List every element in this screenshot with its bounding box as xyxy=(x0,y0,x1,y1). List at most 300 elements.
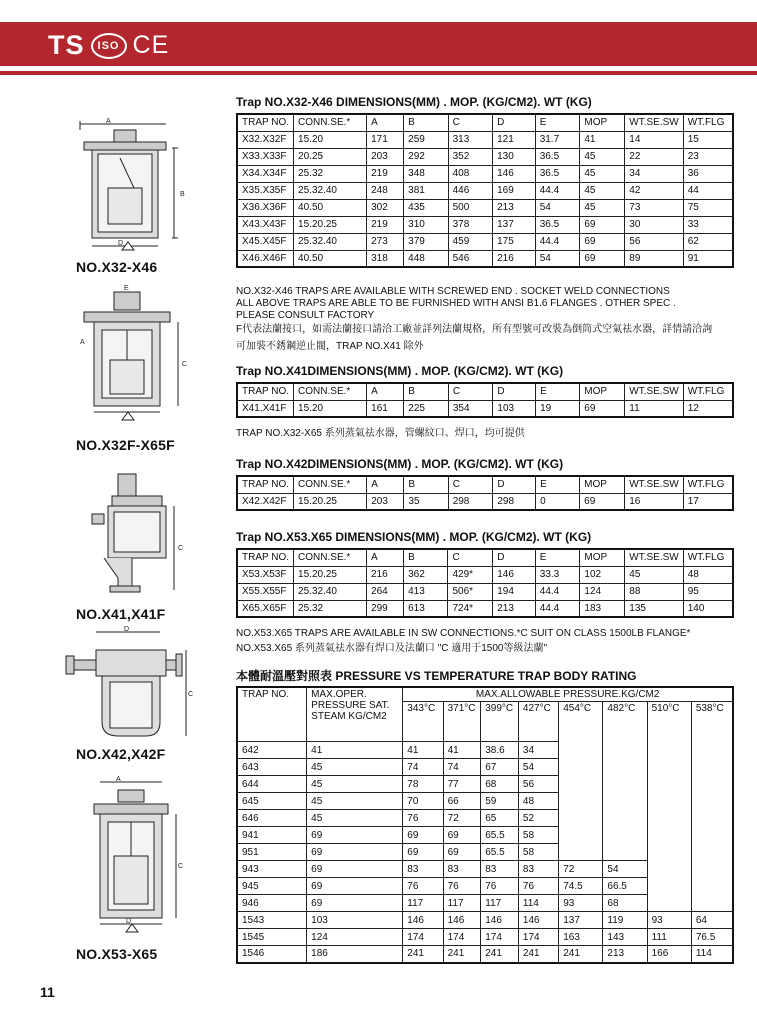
table-cell: X34.X34F xyxy=(237,165,294,182)
table-cell: 724* xyxy=(448,600,493,617)
table-cell: 435 xyxy=(404,199,448,216)
table-cell: 25.32 xyxy=(294,165,367,182)
table-cell: 45 xyxy=(580,165,625,182)
pressure-temperature-rating-table xyxy=(236,686,734,964)
table-cell: 299 xyxy=(367,600,404,617)
svg-text:C: C xyxy=(182,361,188,368)
table-cell: 506* xyxy=(448,583,493,600)
table-cell: 408 xyxy=(448,165,492,182)
rating-cell: 77 xyxy=(443,776,481,793)
table-cell: 313 xyxy=(448,131,492,148)
rating-cell: 117 xyxy=(481,895,519,912)
rating-cell: 143 xyxy=(603,929,647,946)
table-cell: 22 xyxy=(625,148,683,165)
table-row xyxy=(237,600,733,617)
rating-cell xyxy=(647,827,691,844)
rating-cell: 76.5 xyxy=(691,929,733,946)
rating-cell xyxy=(691,742,733,759)
rating-row xyxy=(237,759,733,776)
rating-cell: 54 xyxy=(518,759,558,776)
table-row xyxy=(237,583,733,600)
rating-cell: 946 xyxy=(237,895,307,912)
table-cell: 140 xyxy=(683,600,733,617)
rating-row xyxy=(237,895,733,912)
table-cell: 69 xyxy=(580,216,625,233)
table-cell: 12 xyxy=(683,400,733,417)
table-cell: 69 xyxy=(580,493,625,510)
figure-label-x42: NO.X42,X42F xyxy=(76,746,166,762)
table-cell: 219 xyxy=(367,216,404,233)
column-header: WT.FLG xyxy=(683,383,733,400)
rating-title: 本體耐溫壓對照表 PRESSURE VS TEMPERATURE TRAP BODY RATING xyxy=(236,669,637,683)
column-header: C xyxy=(448,114,492,131)
rating-cell xyxy=(647,895,691,912)
table-cell: 16 xyxy=(625,493,683,510)
table-cell: 171 xyxy=(367,131,404,148)
rating-cell: 64 xyxy=(691,912,733,929)
table-cell: 203 xyxy=(367,148,404,165)
table-cell: 44.4 xyxy=(535,233,580,250)
table-cell: X65.X65F xyxy=(237,600,294,617)
svg-text:C: C xyxy=(188,691,194,698)
table-cell: 130 xyxy=(493,148,536,165)
table-cell: 146 xyxy=(493,165,536,182)
trap-drawing-x53-x65 xyxy=(86,776,186,936)
rating-cell: 69 xyxy=(307,878,403,895)
table-cell: 103 xyxy=(493,400,536,417)
rating-cell: 241 xyxy=(559,946,603,963)
table-cell: 216 xyxy=(367,566,404,583)
section-title-x42: Trap NO.X42DIMENSIONS(MM) . MOP. (KG/CM2). WT (KG) xyxy=(236,457,564,471)
column-header: WT.SE.SW xyxy=(625,383,683,400)
table-cell: 613 xyxy=(404,600,448,617)
column-header: D xyxy=(493,549,536,566)
table-cell: 318 xyxy=(367,250,404,267)
table-cell: 88 xyxy=(625,583,683,600)
table-header-row xyxy=(237,549,733,566)
rating-cell xyxy=(603,776,647,793)
table-cell: 248 xyxy=(367,182,404,199)
table-cell: 54 xyxy=(535,250,580,267)
rating-cell: 146 xyxy=(443,912,481,929)
table-cell: 54 xyxy=(535,199,580,216)
rating-cell: 69 xyxy=(443,827,481,844)
rating-cell: 1545 xyxy=(237,929,307,946)
table-cell: 169 xyxy=(493,182,536,199)
temperature-header: 538°C xyxy=(691,702,733,742)
rating-header-row xyxy=(237,687,733,702)
trap-drawing-x42 xyxy=(62,626,192,744)
column-header: E xyxy=(536,383,580,400)
table-row xyxy=(237,233,733,250)
rating-cell xyxy=(691,895,733,912)
rating-cell: 69 xyxy=(307,844,403,861)
rating-cell: 69 xyxy=(307,827,403,844)
rating-cell: 74 xyxy=(443,759,481,776)
rating-cell: 646 xyxy=(237,810,307,827)
column-header: D xyxy=(493,476,536,493)
rating-cell xyxy=(647,844,691,861)
table-cell: 44.4 xyxy=(535,583,580,600)
rating-cell xyxy=(559,827,603,844)
table-cell: 45 xyxy=(580,182,625,199)
column-header: MOP xyxy=(580,549,625,566)
rating-cell xyxy=(559,742,603,759)
column-header: TRAP NO. xyxy=(237,114,294,131)
figure-label-x53-x65: NO.X53-X65 xyxy=(76,946,158,962)
note-x32-x46-3: PLEASE CONSULT FACTORY xyxy=(236,310,375,321)
rating-cell xyxy=(691,810,733,827)
table-cell: 36.5 xyxy=(535,165,580,182)
column-header: MOP xyxy=(580,476,625,493)
rating-row xyxy=(237,946,733,963)
table-cell: 135 xyxy=(625,600,683,617)
table-cell: X45.X45F xyxy=(237,233,294,250)
rating-cell xyxy=(647,742,691,759)
table-header-row xyxy=(237,383,733,400)
table-cell: 15.20 xyxy=(294,131,367,148)
table-cell: 73 xyxy=(625,199,683,216)
rating-cell: 93 xyxy=(559,895,603,912)
brand-logo xyxy=(48,30,169,61)
figure-label-x32f-x65f: NO.X32F-X65F xyxy=(76,437,175,453)
rating-row xyxy=(237,827,733,844)
table-cell: 45 xyxy=(580,199,625,216)
svg-text:B: B xyxy=(180,191,185,198)
rating-row xyxy=(237,878,733,895)
table-cell: 348 xyxy=(404,165,448,182)
table-cell: 25.32 xyxy=(294,600,367,617)
table-cell: 259 xyxy=(404,131,448,148)
rating-cell xyxy=(691,776,733,793)
rating-row xyxy=(237,776,733,793)
rating-row xyxy=(237,793,733,810)
table-cell: 264 xyxy=(367,583,404,600)
table-cell: 48 xyxy=(683,566,733,583)
section-title-x41: Trap NO.X41DIMENSIONS(MM) . MOP. (KG/CM2). WT (KG) xyxy=(236,364,564,378)
column-header: C xyxy=(448,383,493,400)
rating-cell: 66.5 xyxy=(603,878,647,895)
section-title-x32-x46: Trap NO.X32-X46 DIMENSIONS(MM) . MOP. (KG/CM2). WT (KG) xyxy=(236,95,592,109)
rating-cell: 45 xyxy=(307,776,403,793)
rating-cell: 93 xyxy=(647,912,691,929)
rating-cell: 83 xyxy=(403,861,443,878)
table-row xyxy=(237,400,733,417)
table-cell: 354 xyxy=(448,400,493,417)
table-cell: 500 xyxy=(448,199,492,216)
rating-cell xyxy=(647,861,691,878)
rating-cell: 58 xyxy=(518,827,558,844)
table-cell: 219 xyxy=(367,165,404,182)
rating-cell xyxy=(691,878,733,895)
table-cell: X43.X43F xyxy=(237,216,294,233)
column-header: B xyxy=(404,476,448,493)
column-header: A xyxy=(367,476,404,493)
rating-cell: 66 xyxy=(443,793,481,810)
rating-cell: 642 xyxy=(237,742,307,759)
table-cell: 352 xyxy=(448,148,492,165)
table-cell: 56 xyxy=(625,233,683,250)
rating-cell: 146 xyxy=(481,912,519,929)
temperature-header: 399°C xyxy=(481,702,519,742)
table-cell: 14 xyxy=(625,131,683,148)
table-cell: 45 xyxy=(580,148,625,165)
rating-cell: 76 xyxy=(403,878,443,895)
rating-cell: 41 xyxy=(443,742,481,759)
rating-cell: 114 xyxy=(691,946,733,963)
table-cell: 379 xyxy=(404,233,448,250)
rating-cell: 48 xyxy=(518,793,558,810)
table-row xyxy=(237,216,733,233)
banner-underline xyxy=(0,71,757,75)
table-cell: 30 xyxy=(625,216,683,233)
rating-cell xyxy=(647,878,691,895)
table-cell: 137 xyxy=(493,216,536,233)
svg-text:C: C xyxy=(178,863,184,870)
rating-cell: 146 xyxy=(518,912,558,929)
rating-cell: 41 xyxy=(403,742,443,759)
rating-row xyxy=(237,742,733,759)
rating-cell: 945 xyxy=(237,878,307,895)
table-cell: 310 xyxy=(404,216,448,233)
figure-label-x41: NO.X41,X41F xyxy=(76,606,166,622)
table-cell: 0 xyxy=(536,493,580,510)
rating-cell: 941 xyxy=(237,827,307,844)
rating-cell xyxy=(559,793,603,810)
table-cell: 40.50 xyxy=(294,199,367,216)
svg-text:D: D xyxy=(124,626,130,633)
note-x32-x46-chinese-2: 可加裝不銹鋼逆止閥，TRAP NO.X41 除外 xyxy=(236,341,424,352)
column-header: WT.FLG xyxy=(683,476,733,493)
svg-text:E: E xyxy=(124,285,129,292)
table-cell: 146 xyxy=(493,566,536,583)
rating-cell: 78 xyxy=(403,776,443,793)
rating-cell: 34 xyxy=(518,742,558,759)
rating-cell: 69 xyxy=(307,861,403,878)
table-cell: 429* xyxy=(448,566,493,583)
column-header: WT.SE.SW xyxy=(625,549,683,566)
rating-cell xyxy=(603,810,647,827)
rating-cell: 72 xyxy=(559,861,603,878)
rating-cell: 83 xyxy=(443,861,481,878)
rating-cell xyxy=(647,776,691,793)
rating-cell xyxy=(559,759,603,776)
table-cell: X32.X32F xyxy=(237,131,294,148)
rating-cell: 52 xyxy=(518,810,558,827)
rating-row xyxy=(237,912,733,929)
table-cell: 36 xyxy=(683,165,733,182)
table-cell: 19 xyxy=(536,400,580,417)
rating-cell: 951 xyxy=(237,844,307,861)
table-cell: 40.50 xyxy=(294,250,367,267)
rating-cell: 186 xyxy=(307,946,403,963)
rating-cell: 76 xyxy=(518,878,558,895)
table-cell: 69 xyxy=(580,250,625,267)
column-header: D xyxy=(493,383,536,400)
table-cell: 25.32.40 xyxy=(294,182,367,199)
table-cell: 34 xyxy=(625,165,683,182)
rating-cell: 83 xyxy=(481,861,519,878)
svg-text:D: D xyxy=(118,240,124,247)
dimensions-table-x41 xyxy=(236,382,734,418)
table-row xyxy=(237,182,733,199)
table-cell: 15 xyxy=(683,131,733,148)
table-cell: 33 xyxy=(683,216,733,233)
rating-cell: 83 xyxy=(518,861,558,878)
table-cell: 203 xyxy=(367,493,404,510)
column-header: A xyxy=(367,549,404,566)
column-header: MOP xyxy=(580,114,625,131)
rating-cell: 69 xyxy=(403,827,443,844)
table-cell: 225 xyxy=(404,400,449,417)
table-cell: 23 xyxy=(683,148,733,165)
svg-text:C: C xyxy=(178,545,184,552)
table-cell: X35.X35F xyxy=(237,182,294,199)
column-header: A xyxy=(367,383,404,400)
table-cell: X55.X55F xyxy=(237,583,294,600)
table-cell: 20.25 xyxy=(294,148,367,165)
rating-cell: 76 xyxy=(403,810,443,827)
table-cell: 216 xyxy=(493,250,536,267)
table-cell: 273 xyxy=(367,233,404,250)
table-cell: 31.7 xyxy=(535,131,580,148)
table-cell: X42.X42F xyxy=(237,493,294,510)
temperature-header: 343°C xyxy=(403,702,443,742)
table-cell: 121 xyxy=(493,131,536,148)
rating-cell: 645 xyxy=(237,793,307,810)
temperature-header: 482°C xyxy=(603,702,647,742)
table-row xyxy=(237,493,733,510)
column-header: E xyxy=(535,549,580,566)
note-x32-x46-1: NO.X32-X46 TRAPS ARE AVAILABLE WITH SCREWED END . SOCKET WELD CONNECTIONS xyxy=(236,286,670,297)
rating-cell: 241 xyxy=(481,946,519,963)
svg-text:D: D xyxy=(126,918,132,925)
rating-cell: 45 xyxy=(307,759,403,776)
column-header: A xyxy=(367,114,404,131)
column-header: WT.FLG xyxy=(683,549,733,566)
table-cell: 35 xyxy=(404,493,448,510)
column-header: CONN.SE.* xyxy=(294,476,367,493)
rating-cell: 65 xyxy=(481,810,519,827)
column-header: MOP xyxy=(580,383,625,400)
table-cell: 25.32.40 xyxy=(294,233,367,250)
table-row xyxy=(237,148,733,165)
rating-row xyxy=(237,844,733,861)
table-cell: 42 xyxy=(625,182,683,199)
table-cell: 381 xyxy=(404,182,448,199)
rating-cell: 117 xyxy=(403,895,443,912)
rating-cell: 1546 xyxy=(237,946,307,963)
rating-cell xyxy=(647,759,691,776)
table-cell: 194 xyxy=(493,583,536,600)
rating-cell: 114 xyxy=(518,895,558,912)
column-header: WT.SE.SW xyxy=(625,476,683,493)
table-cell: X41.X41F xyxy=(237,400,294,417)
rating-cell xyxy=(647,810,691,827)
rating-cell: 68 xyxy=(603,895,647,912)
column-header: C xyxy=(448,476,493,493)
temperature-header: 454°C xyxy=(559,702,603,742)
dimensions-table-x42 xyxy=(236,475,734,511)
table-cell: 45 xyxy=(625,566,683,583)
table-cell: 95 xyxy=(683,583,733,600)
table-cell: 36.5 xyxy=(535,148,580,165)
table-cell: 302 xyxy=(367,199,404,216)
table-row xyxy=(237,250,733,267)
rating-cell: 69 xyxy=(307,895,403,912)
rating-cell: 174 xyxy=(403,929,443,946)
rating-cell: 241 xyxy=(518,946,558,963)
table-cell: 44 xyxy=(683,182,733,199)
table-cell: 69 xyxy=(580,400,625,417)
rating-cell: 59 xyxy=(481,793,519,810)
rating-cell: 74 xyxy=(403,759,443,776)
table-cell: 41 xyxy=(580,131,625,148)
rating-cell: 146 xyxy=(403,912,443,929)
rating-cell xyxy=(691,861,733,878)
rating-cell: 166 xyxy=(647,946,691,963)
dimensions-table-x32-x46 xyxy=(236,113,734,268)
table-cell: 546 xyxy=(448,250,492,267)
rating-cell: 72 xyxy=(443,810,481,827)
rating-col-group: MAX.ALLOWABLE PRESSURE.KG/CM2 xyxy=(403,687,733,702)
table-cell: 183 xyxy=(580,600,625,617)
table-cell: 298 xyxy=(493,493,536,510)
table-cell: 378 xyxy=(448,216,492,233)
rating-col-max-oper: MAX.OPER. PRESSURE SAT. STEAM KG/CM2 xyxy=(307,687,403,742)
table-cell: 213 xyxy=(493,600,536,617)
table-cell: 292 xyxy=(404,148,448,165)
table-cell: 413 xyxy=(404,583,448,600)
column-header: E xyxy=(535,114,580,131)
rating-col-trap: TRAP NO. xyxy=(237,687,307,742)
table-cell: 15.20.25 xyxy=(294,566,367,583)
column-header: WT.FLG xyxy=(683,114,733,131)
table-cell: X46.X46F xyxy=(237,250,294,267)
temperature-header: 371°C xyxy=(443,702,481,742)
iso-badge: ISO xyxy=(91,33,127,59)
rating-cell: 644 xyxy=(237,776,307,793)
note-x32-x46-chinese-1: F代表法蘭接口，如需法蘭接口請洽工廠並詳列法蘭規格，所有型號可改裝為倒筒式空氣祛水器，詳情請洽詢 xyxy=(236,324,713,335)
table-row xyxy=(237,131,733,148)
table-cell: 17 xyxy=(683,493,733,510)
svg-text:A: A xyxy=(116,776,121,783)
brand-name: TS xyxy=(48,30,85,60)
column-header: C xyxy=(448,549,493,566)
table-header-row xyxy=(237,476,733,493)
rating-cell: 38.6 xyxy=(481,742,519,759)
note-x53-x65-2: NO.X53.X65 系列蒸氣祛水器有焊口及法蘭口 "C 適用于1500等級法蘭" xyxy=(236,643,548,654)
table-cell: 213 xyxy=(493,199,536,216)
rating-cell: 68 xyxy=(481,776,519,793)
table-cell: 446 xyxy=(448,182,492,199)
table-cell: 15.20.25 xyxy=(294,216,367,233)
rating-row xyxy=(237,810,733,827)
temperature-header: 427°C xyxy=(518,702,558,742)
rating-cell: 65.5 xyxy=(481,827,519,844)
rating-cell: 117 xyxy=(443,895,481,912)
table-cell: 362 xyxy=(404,566,448,583)
table-cell: 36.5 xyxy=(535,216,580,233)
table-cell: 15.20.25 xyxy=(294,493,367,510)
rating-cell: 111 xyxy=(647,929,691,946)
column-header: TRAP NO. xyxy=(237,549,294,566)
table-cell: 89 xyxy=(625,250,683,267)
table-cell: 44.4 xyxy=(535,600,580,617)
table-cell: 298 xyxy=(448,493,493,510)
rating-cell xyxy=(691,844,733,861)
rating-cell xyxy=(559,810,603,827)
